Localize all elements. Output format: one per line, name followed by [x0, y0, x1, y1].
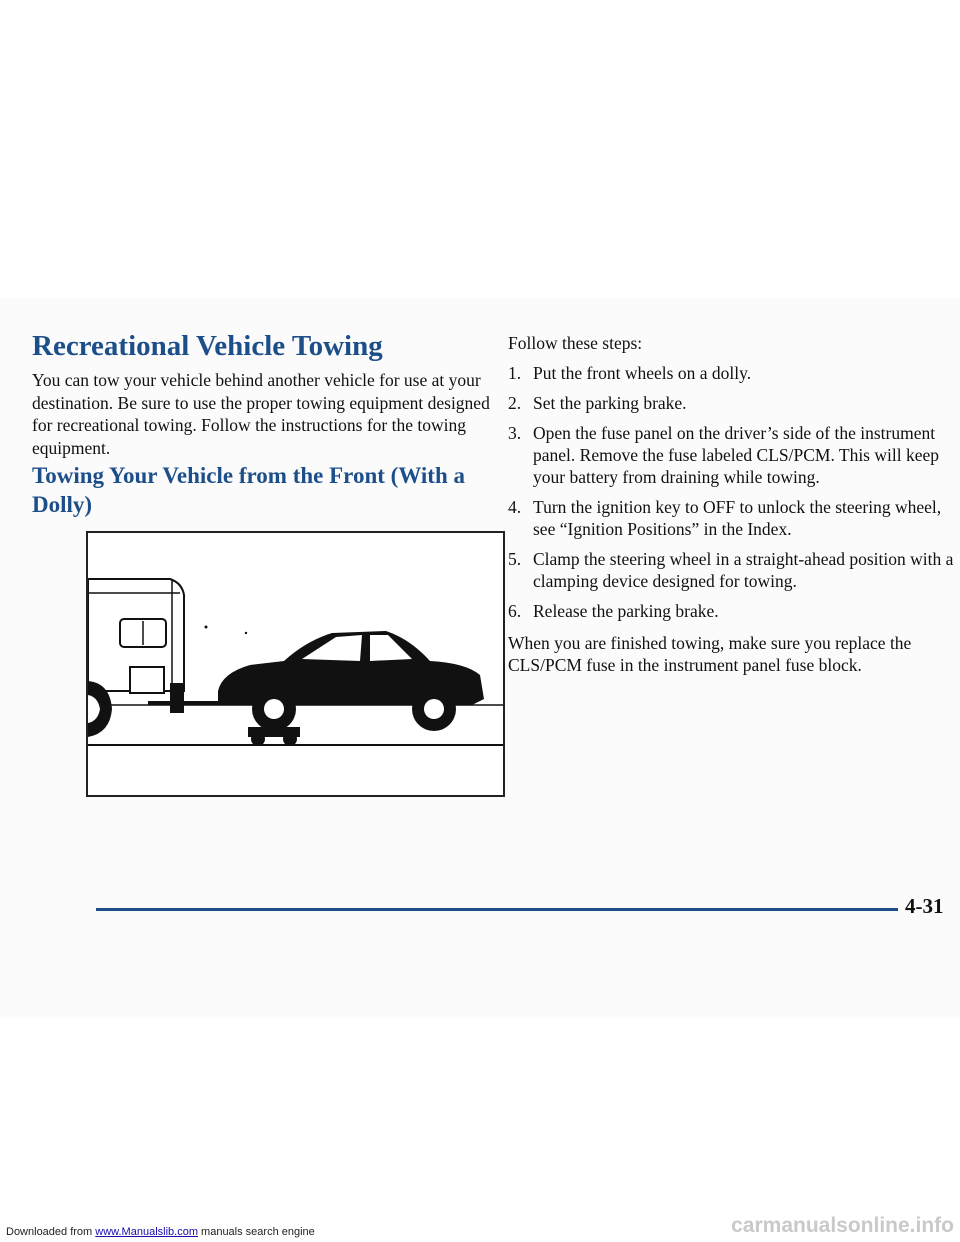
- list-item: [508, 548, 954, 592]
- step-number: 6.: [508, 601, 522, 621]
- dolly-wheel-right-icon: [283, 732, 297, 746]
- intro-paragraph: You can tow your vehicle behind another vehicle for use at your destination. Be sure to use the proper towing equipment designed for recreational towing. Follow the instructions for the towing equipment.: [32, 370, 490, 458]
- speck: [245, 632, 247, 634]
- rv-rear-box: [130, 667, 164, 693]
- towing-illustration: [86, 531, 505, 797]
- list-item: [508, 392, 954, 414]
- step-text: Set the parking brake.: [533, 393, 687, 413]
- step-number: 3.: [508, 423, 522, 443]
- rv-towing-car-drawing: [88, 533, 503, 795]
- step-text: Turn the ignition key to OFF to unlock the steering wheel, see “Ignition Positions” in the Index.: [533, 497, 942, 539]
- speck: [205, 626, 208, 629]
- car-front-hubcap: [264, 699, 284, 719]
- manualslib-link[interactable]: www.Manualslib.com: [95, 1226, 198, 1238]
- steps-list: [508, 362, 954, 622]
- subsection-heading: Towing Your Vehicle from the Front (With a Dolly): [32, 463, 465, 517]
- step-text: Release the parking brake.: [533, 601, 719, 621]
- footer-prefix: Downloaded from: [6, 1226, 96, 1238]
- step-number: 5.: [508, 549, 522, 569]
- list-item: [508, 422, 954, 488]
- rv-hitch: [170, 683, 184, 713]
- section-heading: Recreational Vehicle Towing: [32, 330, 383, 362]
- step-number: 1.: [508, 363, 522, 383]
- step-number: 2.: [508, 393, 522, 413]
- watermark-text: carmanualsonline.info: [731, 1214, 954, 1237]
- step-number: 4.: [508, 497, 522, 517]
- list-item: [508, 362, 954, 384]
- footer-rule: [96, 908, 898, 911]
- step-text: Clamp the steering wheel in a straight-ahead position with a clamping device designed for towing.: [533, 549, 954, 591]
- list-item: [508, 600, 954, 622]
- closing-paragraph: When you are finished towing, make sure you replace the CLS/PCM fuse in the instrument panel fuse block.: [508, 633, 912, 675]
- footer-suffix: manuals search engine: [197, 1226, 315, 1238]
- download-footer: [6, 1226, 315, 1238]
- steps-column: [508, 332, 954, 676]
- dolly-wheel-left-icon: [251, 732, 265, 746]
- step-text: Open the fuse panel on the driver’s side of the instrument panel. Remove the fuse labeled CLS/PCM. This will keep your battery from draining while towing.: [533, 423, 940, 487]
- car-rear-hubcap: [424, 699, 444, 719]
- page-number: 4-31: [905, 894, 944, 918]
- step-text: Put the front wheels on a dolly.: [533, 363, 752, 383]
- list-item: [508, 496, 954, 540]
- steps-intro: Follow these steps:: [508, 333, 643, 353]
